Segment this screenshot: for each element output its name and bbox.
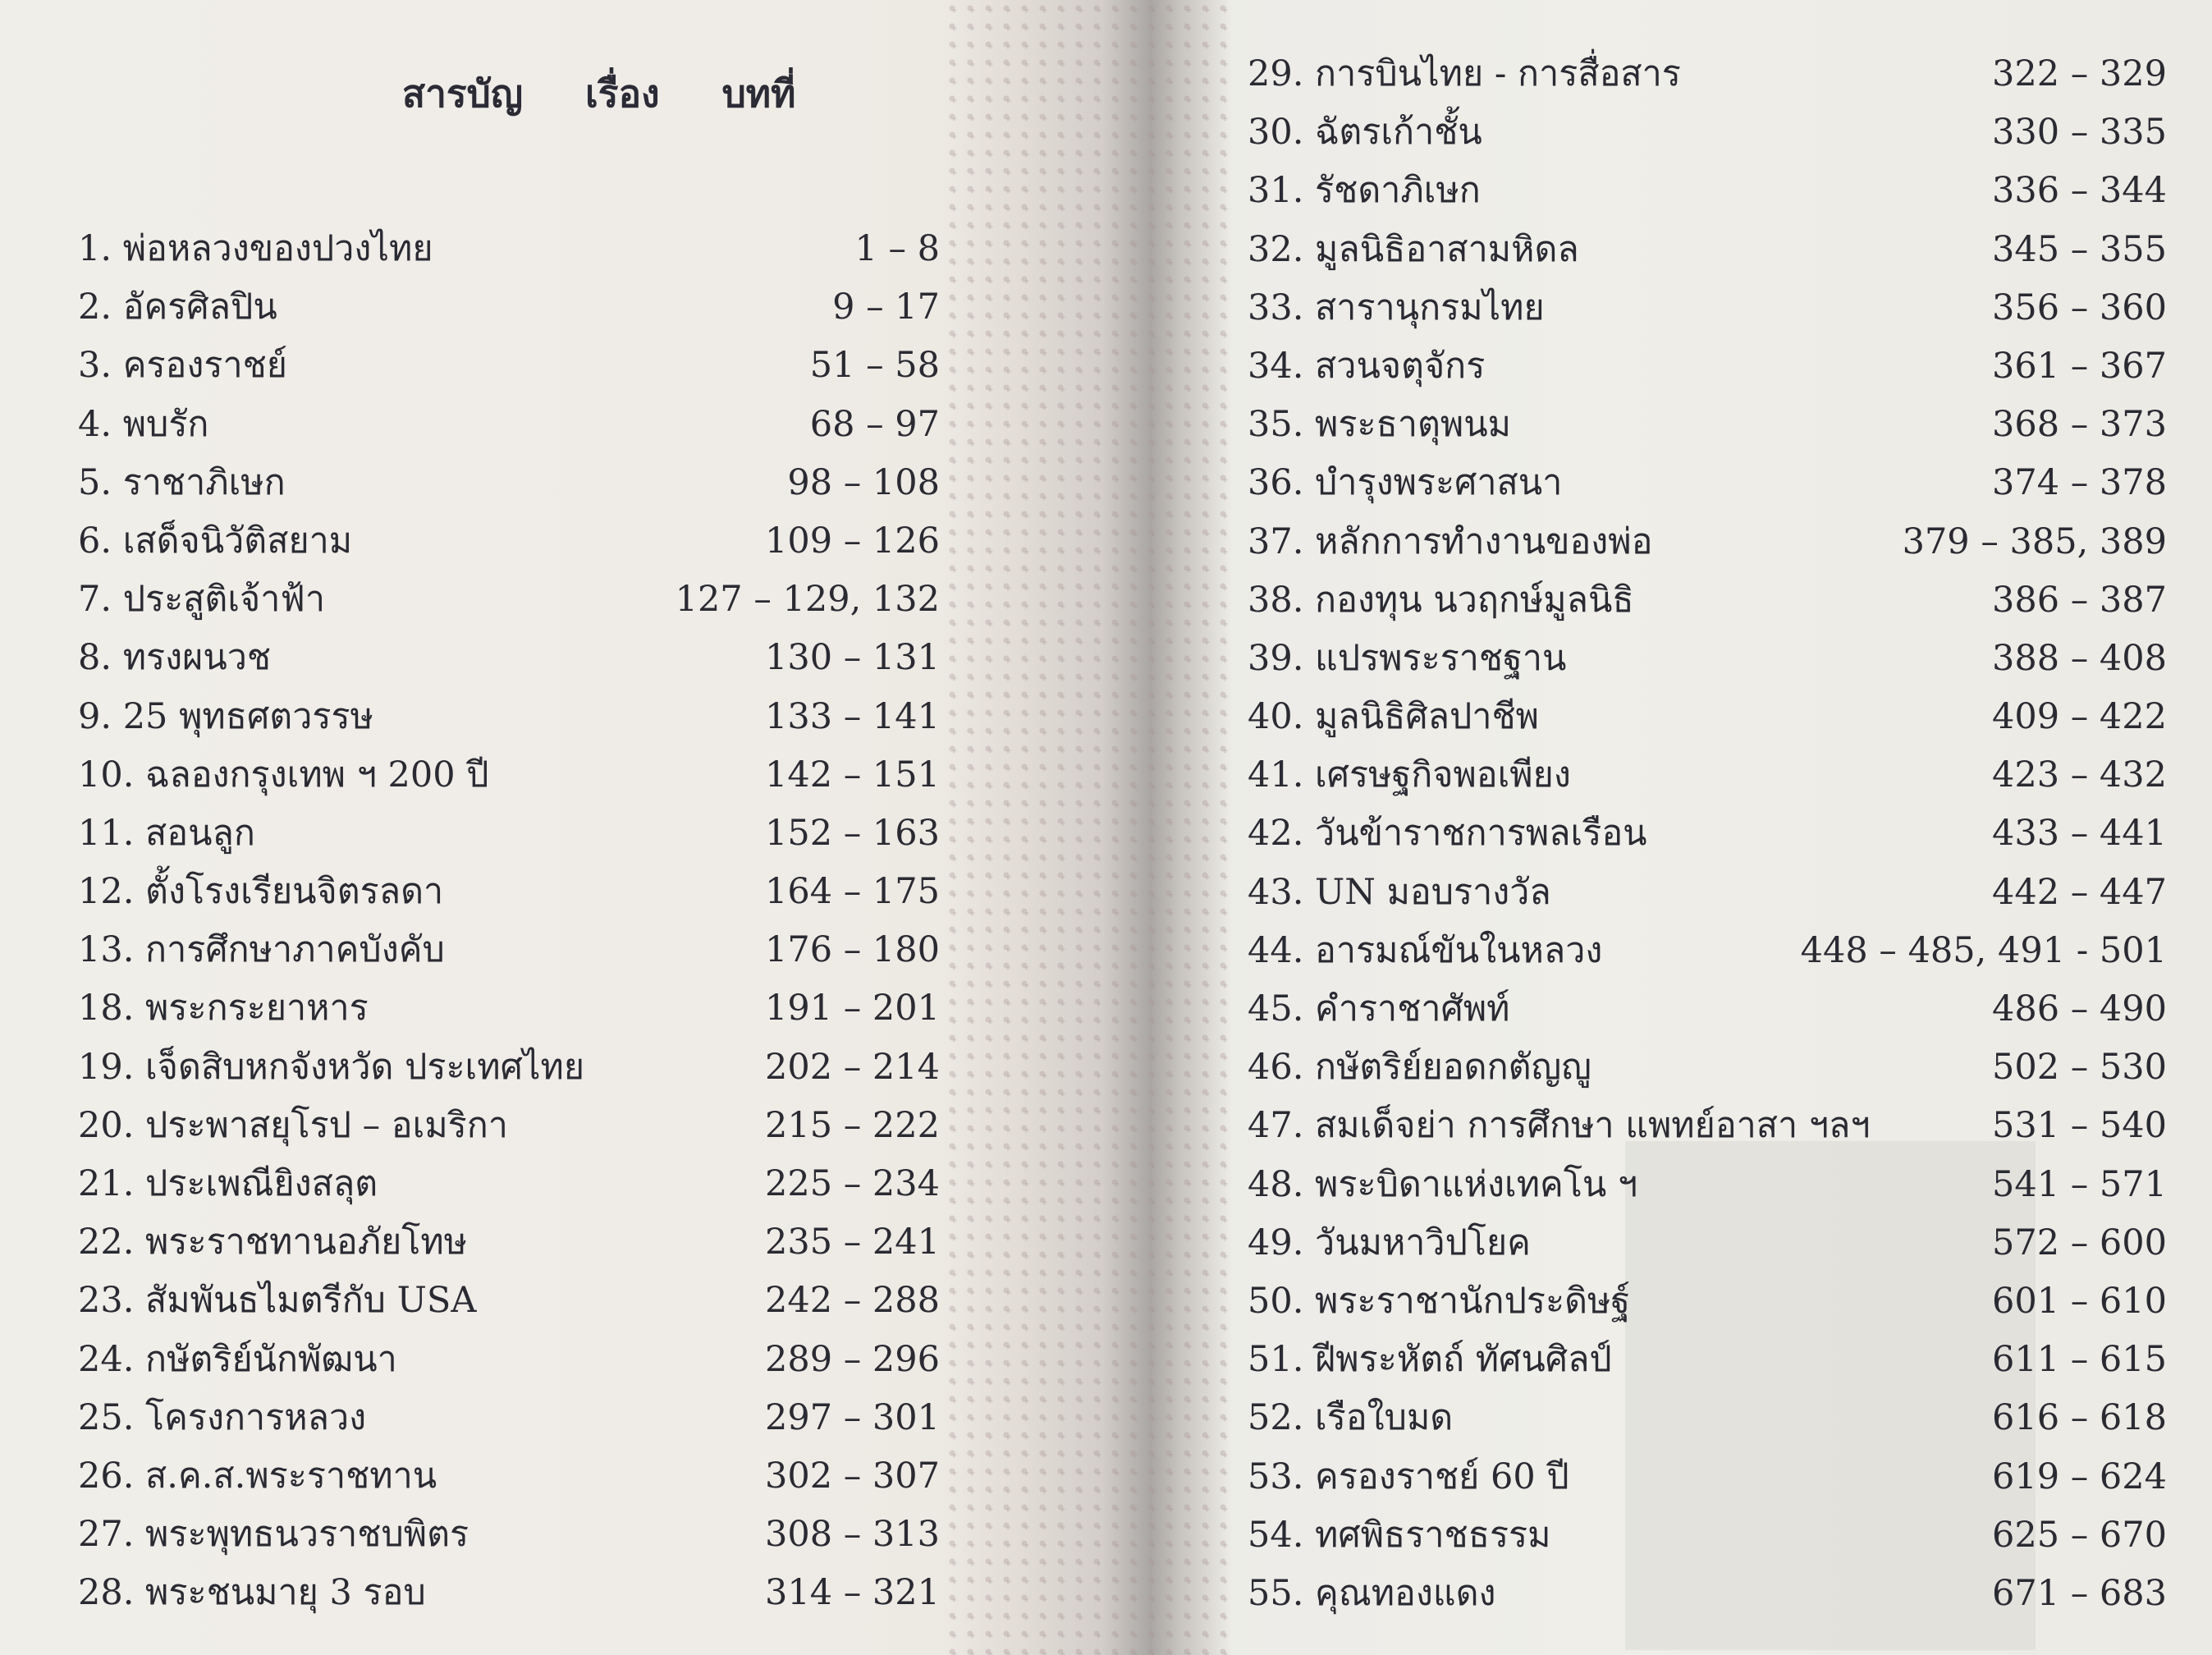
toc-entry-title: 39. แปรพระราชฐาน: [1248, 637, 1567, 679]
toc-entry-pages: 386 – 387: [1992, 579, 2167, 621]
toc-entry-pages: 388 – 408: [1992, 637, 2167, 679]
toc-entry-title: 35. พระธาตุพนม: [1248, 404, 1511, 446]
toc-entry-title: 3. ครองราชย์: [78, 345, 287, 387]
toc-entry-title: 51. ฝีพระหัตถ์ ทัศนศิลป์: [1248, 1339, 1612, 1381]
toc-entry: [78, 337, 940, 395]
toc-entry: [1248, 805, 2167, 863]
toc-entry: [1248, 864, 2167, 922]
toc-entry-pages: 235 – 241: [765, 1222, 940, 1263]
toc-entry-pages: 176 – 180: [765, 929, 940, 971]
toc-entry-title: 5. ราชาภิเษก: [78, 461, 286, 503]
toc-entry-title: 4. พบรัก: [78, 403, 209, 445]
toc-entry: [1248, 162, 2167, 220]
toc-entry-title: 41. เศรษฐกิจพอเพียง: [1248, 754, 1571, 796]
toc-entry-title: 46. กษัตริย์ยอดกตัญญู: [1248, 1047, 1591, 1089]
toc-entry-pages: 368 – 373: [1992, 404, 2167, 446]
toc-entry-title: 55. คุณทองแดง: [1248, 1572, 1496, 1614]
toc-entry-title: 50. พระราชานักประดิษฐ์: [1248, 1280, 1631, 1322]
toc-title-subject: เรื่อง: [585, 71, 660, 116]
toc-entry-title: 10. ฉลองกรุงเทพ ฯ 200 ปี: [78, 754, 489, 795]
toc-entry: [78, 1038, 940, 1097]
toc-entry-pages: 671 – 683: [1992, 1572, 2167, 1614]
toc-entry-pages: 289 – 296: [765, 1338, 940, 1380]
toc-entry-title: 2. อัครศิลปิน: [78, 287, 277, 328]
toc-entry: [78, 1097, 940, 1155]
toc-entry: [78, 396, 940, 454]
toc-entry: [78, 921, 940, 979]
toc-entry-title: 31. รัชดาภิเษก: [1248, 170, 1481, 212]
toc-entry-pages: 486 – 490: [1992, 988, 2167, 1029]
toc-entry-title: 45. คำราชาศัพท์: [1248, 988, 1510, 1029]
toc-entry: [1248, 103, 2167, 162]
toc-entry-pages: 152 – 163: [765, 812, 940, 854]
toc-entry-title: 25. โครงการหลวง: [78, 1396, 367, 1438]
toc-entry: [1248, 1448, 2167, 1506]
toc-entry-title: 24. กษัตริย์นักพัฒนา: [78, 1338, 397, 1380]
toc-entry: [1248, 688, 2167, 746]
toc-entry-pages: 616 – 618: [1992, 1397, 2167, 1439]
toc-entry: [78, 1272, 940, 1330]
toc-entry: [78, 278, 940, 337]
toc-entry-title: 42. วันข้าราชการพลเรือน: [1248, 813, 1647, 855]
toc-entry-pages: 379 – 385, 389: [1902, 520, 2167, 562]
toc-entry-pages: 541 – 571: [1992, 1163, 2167, 1205]
toc-entry-title: 23. สัมพันธไมตรีกับ USA: [78, 1280, 477, 1322]
toc-entry-title: 1. พ่อหลวงของปวงไทย: [78, 228, 433, 269]
toc-entry-pages: 130 – 131: [765, 637, 940, 679]
toc-entry-title: 28. พระชนมายุ 3 รอบ: [78, 1572, 426, 1614]
toc-title-contents: สารบัญ: [402, 71, 524, 116]
toc-entry: [78, 571, 940, 629]
toc-entry: [78, 1213, 940, 1272]
toc-entry-title: 33. สารานุกรมไทย: [1248, 287, 1545, 328]
toc-entry: [78, 746, 940, 805]
toc-entry-title: 49. วันมหาวิปโยค: [1248, 1222, 1531, 1263]
toc-entry-pages: 133 – 141: [765, 695, 940, 737]
toc-entry: [1248, 454, 2167, 512]
toc-entry-pages: 302 – 307: [765, 1455, 940, 1497]
toc-entry-title: 48. พระบิดาแห่งเทคโน ฯ: [1248, 1163, 1638, 1205]
toc-entry-pages: 127 – 129, 132: [675, 579, 940, 621]
toc-entry: [1248, 279, 2167, 337]
toc-entry-pages: 601 – 610: [1992, 1280, 2167, 1322]
toc-entry-pages: 322 – 329: [1992, 53, 2167, 94]
toc-entry: [1248, 1331, 2167, 1389]
toc-entry: [78, 1447, 940, 1506]
toc-title: [402, 64, 845, 124]
toc-entry: [1248, 1506, 2167, 1565]
toc-entry-pages: 531 – 540: [1992, 1105, 2167, 1147]
toc-entry-title: 19. เจ็ดสิบหกจังหวัด ประเทศไทย: [78, 1046, 585, 1088]
toc-entry: [78, 1389, 940, 1447]
toc-entry-pages: 51 – 58: [809, 345, 940, 387]
toc-entry-pages: 448 – 485, 491 - 501: [1800, 929, 2167, 971]
toc-entry-pages: 619 – 624: [1992, 1456, 2167, 1497]
toc-entry: [78, 512, 940, 571]
toc-entry: [1248, 630, 2167, 688]
toc-entry: [78, 454, 940, 512]
toc-entry-pages: 625 – 670: [1992, 1514, 2167, 1556]
toc-entry: [1248, 1214, 2167, 1272]
toc-entry: [1248, 1156, 2167, 1214]
toc-entry: [1248, 746, 2167, 805]
toc-entry-pages: 314 – 321: [765, 1572, 940, 1614]
toc-entry: [1248, 513, 2167, 571]
toc-entry-pages: 225 – 234: [765, 1163, 940, 1204]
toc-entry-pages: 98 – 108: [787, 461, 940, 503]
toc-entry: [1248, 337, 2167, 396]
toc-entry-pages: 242 – 288: [765, 1280, 940, 1322]
toc-entry-pages: 142 – 151: [765, 754, 940, 795]
toc-entry-pages: 191 – 201: [765, 988, 940, 1029]
toc-entry-title: 9. 25 พุทธศตวรรษ: [78, 695, 373, 737]
toc-entry-pages: 297 – 301: [765, 1396, 940, 1438]
toc-entry-pages: 345 – 355: [1992, 228, 2167, 270]
toc-entry-pages: 433 – 441: [1992, 813, 2167, 855]
toc-entry-title: 34. สวนจตุจักร: [1248, 345, 1486, 387]
toc-entry-title: 43. UN มอบรางวัล: [1248, 871, 1551, 913]
toc-entry-title: 13. การศึกษาภาคบังคับ: [78, 929, 445, 971]
toc-entry-pages: 215 – 222: [765, 1104, 940, 1146]
toc-entry: [78, 629, 940, 687]
toc-entry-title: 29. การบินไทย - การสื่อสาร: [1248, 53, 1681, 94]
toc-entry-pages: 572 – 600: [1992, 1222, 2167, 1263]
toc-entry-title: 40. มูลนิธิศิลปาชีพ: [1248, 696, 1540, 738]
toc-entry-title: 12. ตั้งโรงเรียนจิตรลดา: [78, 871, 444, 913]
toc-entry: [1248, 1272, 2167, 1331]
toc-entry-pages: 1 – 8: [854, 228, 940, 269]
toc-entry-title: 7. ประสูติเจ้าฟ้า: [78, 579, 325, 621]
toc-entry: [78, 863, 940, 921]
toc-title-chapter: บทที่: [721, 71, 796, 116]
book-spine-ornament: [944, 0, 1231, 1655]
toc-entry-title: 44. อารมณ์ขันในหลวง: [1248, 929, 1603, 971]
toc-entry-pages: 374 – 378: [1992, 462, 2167, 504]
toc-entry-pages: 164 – 175: [765, 871, 940, 913]
toc-entry-title: 20. ประพาสยุโรป – อเมริกา: [78, 1104, 508, 1146]
toc-entry-title: 11. สอนลูก: [78, 812, 255, 854]
toc-entry-pages: 9 – 17: [832, 287, 940, 328]
toc-right-column: [1248, 45, 2167, 1623]
toc-entry-pages: 423 – 432: [1992, 754, 2167, 796]
toc-entry-pages: 68 – 97: [809, 403, 940, 445]
toc-entry-title: 32. มูลนิธิอาสามหิดล: [1248, 228, 1579, 270]
toc-entry: [78, 1506, 940, 1564]
toc-entry-title: 6. เสด็จนิวัติสยาม: [78, 520, 353, 562]
toc-entry-pages: 202 – 214: [765, 1046, 940, 1088]
toc-entry-title: 22. พระราชทานอภัยโทษ: [78, 1222, 468, 1263]
toc-entry: [1248, 396, 2167, 454]
toc-entry: [1248, 1389, 2167, 1447]
toc-entry: [78, 1155, 940, 1213]
toc-entry: [78, 220, 940, 278]
toc-entry-title: 27. พระพุทธนวราชบพิตร: [78, 1514, 469, 1556]
toc-entry: [1248, 45, 2167, 103]
toc-entry-title: 30. ฉัตรเก้าชั้น: [1248, 112, 1482, 154]
toc-entry: [78, 1564, 940, 1622]
toc-left-column: [78, 220, 940, 1623]
toc-entry-pages: 356 – 360: [1992, 287, 2167, 328]
toc-entry-title: 54. ทศพิธราชธรรม: [1248, 1514, 1551, 1556]
toc-entry-title: 47. สมเด็จย่า การศึกษา แพทย์อาสา ฯลฯ: [1248, 1105, 1871, 1147]
toc-entry: [78, 688, 940, 746]
toc-entry-pages: 442 – 447: [1992, 871, 2167, 913]
toc-entry-pages: 409 – 422: [1992, 696, 2167, 738]
toc-entry: [1248, 980, 2167, 1038]
toc-entry-title: 52. เรือใบมด: [1248, 1397, 1454, 1439]
toc-entry: [1248, 571, 2167, 630]
toc-entry-pages: 611 – 615: [1992, 1339, 2167, 1381]
toc-entry-title: 8. ทรงผนวช: [78, 637, 272, 679]
toc-entry: [78, 805, 940, 863]
toc-entry-pages: 109 – 126: [765, 520, 940, 562]
toc-entry-pages: 502 – 530: [1992, 1047, 2167, 1089]
toc-entry-title: 53. ครองราชย์ 60 ปี: [1248, 1456, 1569, 1497]
toc-entry-title: 18. พระกระยาหาร: [78, 988, 369, 1029]
toc-entry-pages: 330 – 335: [1992, 112, 2167, 154]
toc-entry-pages: 308 – 313: [765, 1514, 940, 1556]
toc-entry-pages: 336 – 344: [1992, 170, 2167, 212]
toc-entry-title: 26. ส.ค.ส.พระราชทาน: [78, 1455, 437, 1497]
toc-entry: [1248, 221, 2167, 279]
toc-entry-title: 38. กองทุน นวฤกษ์มูลนิธิ: [1248, 579, 1634, 621]
toc-entry: [1248, 1038, 2167, 1097]
toc-entry-title: 36. บำรุงพระศาสนา: [1248, 462, 1563, 504]
toc-entry: [78, 1331, 940, 1389]
toc-entry: [1248, 1097, 2167, 1155]
toc-entry: [1248, 1565, 2167, 1623]
toc-entry: [78, 979, 940, 1038]
toc-entry-pages: 361 – 367: [1992, 345, 2167, 387]
toc-entry: [1248, 922, 2167, 980]
toc-entry-title: 37. หลักการทำงานของพ่อ: [1248, 520, 1653, 562]
toc-entry-title: 21. ประเพณียิงสลุต: [78, 1163, 378, 1204]
